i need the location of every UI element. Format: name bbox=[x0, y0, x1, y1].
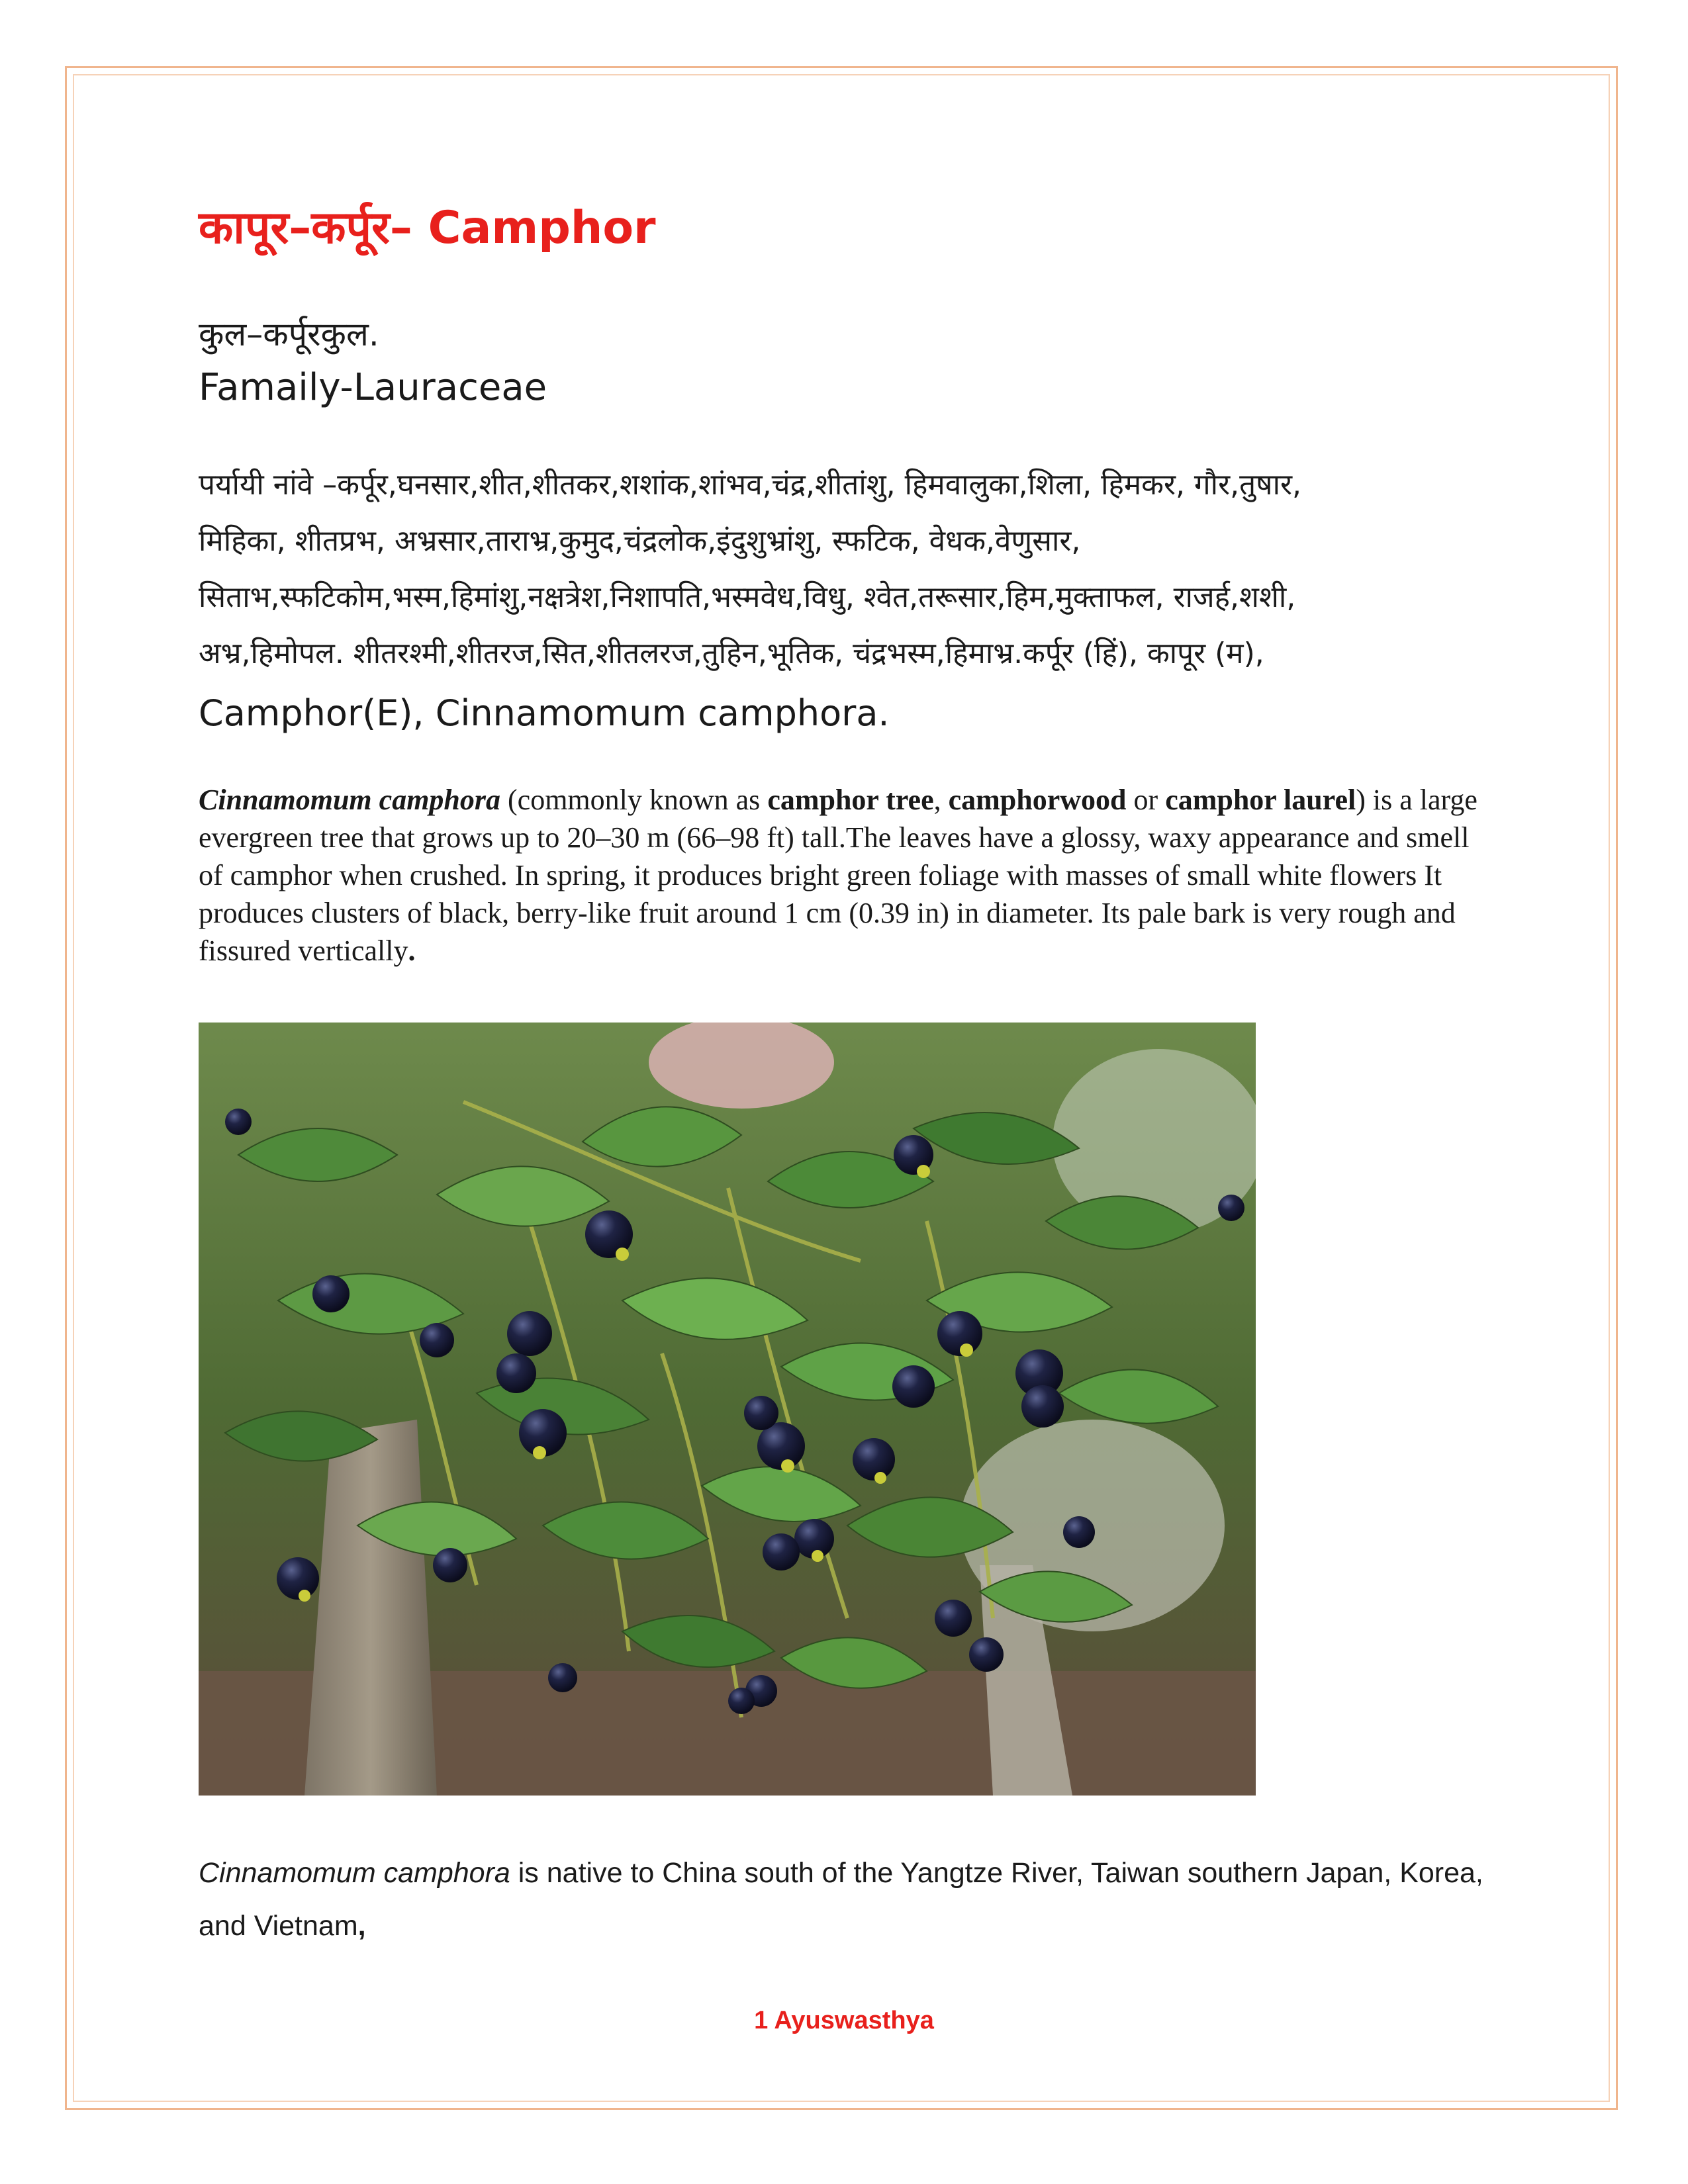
synonyms-line: मिहिका, शीतप्रभ, अभ्रसार,ताराभ्र,कुमुद,चंद्रलोक,इंदुशुभ्रांशु, स्फटिक, वेधक,वेणुसार, bbox=[199, 524, 1081, 558]
description-paragraph bbox=[199, 781, 1496, 970]
synonyms-line: सिताभ,स्फटिकोम,भस्म,हिमांशु,नक्षत्रेश,निशापति,भस्मवेध,विधु, श्वेत,तरूसार,हिम,मुक्ताफल, राजर्ह,शशी, bbox=[199, 580, 1296, 614]
synonyms-line: पर्यायी नांवे –कर्पूर,घनसार,शीत,शीतकर,शशांक,शांभव,चंद्र,शीतांशु, हिमवालुका,शिला, हिमकर, गौर,तुषार, bbox=[199, 468, 1301, 502]
description-text: ) is a large evergreen tree that grows up to 20–30 m (66–98 ft) tall.The leaves have a glossy, waxy appearance and smell of camphor when crushed. In spring, it produces bright green foliage with masses of small white flowers It produces clusters of black, berry-like fruit around 1 cm (0.39 in) in diameter. Its pale bark is very rough and fissured vertically bbox=[199, 784, 1477, 967]
common-name: camphor tree bbox=[767, 784, 934, 816]
common-name: camphor laurel bbox=[1165, 784, 1356, 816]
description-text: , bbox=[933, 784, 949, 816]
species-name: Cinnamomum camphora bbox=[199, 784, 501, 816]
synonyms-english: Camphor(E), Cinnamomum camphora. bbox=[199, 692, 890, 734]
description-text: (commonly known as bbox=[500, 784, 768, 816]
synonyms-block bbox=[199, 457, 1496, 682]
camphor-tree-photo bbox=[199, 1023, 1256, 1796]
native-text: , bbox=[357, 1910, 366, 1942]
species-name: Cinnamomum camphora bbox=[199, 1857, 510, 1889]
common-name: camphorwood bbox=[948, 784, 1127, 816]
description-text: . bbox=[408, 934, 416, 967]
page-title: कापूर–कर्पूर– Camphor bbox=[199, 202, 656, 254]
page-footer: 1 Ayuswasthya bbox=[754, 2007, 934, 2034]
family-english: Famaily-Lauraceae bbox=[199, 366, 547, 409]
synonyms-line: अभ्र,हिमोपल. शीतरश्मी,शीतरज,सित,शीतलरज,तुहिन,भूतिक, चंद्रभस्म,हिमाभ्र.कर्पूर (हिं), कापूर (म), bbox=[199, 637, 1264, 670]
native-text: is native to China south of the Yangtze River, Taiwan southern Japan, Korea, and Vietnam bbox=[199, 1857, 1483, 1942]
native-paragraph bbox=[199, 1846, 1496, 1952]
family-hindi: कुल–कर्पूरकुल. bbox=[199, 315, 379, 353]
description-text: or bbox=[1126, 784, 1166, 816]
